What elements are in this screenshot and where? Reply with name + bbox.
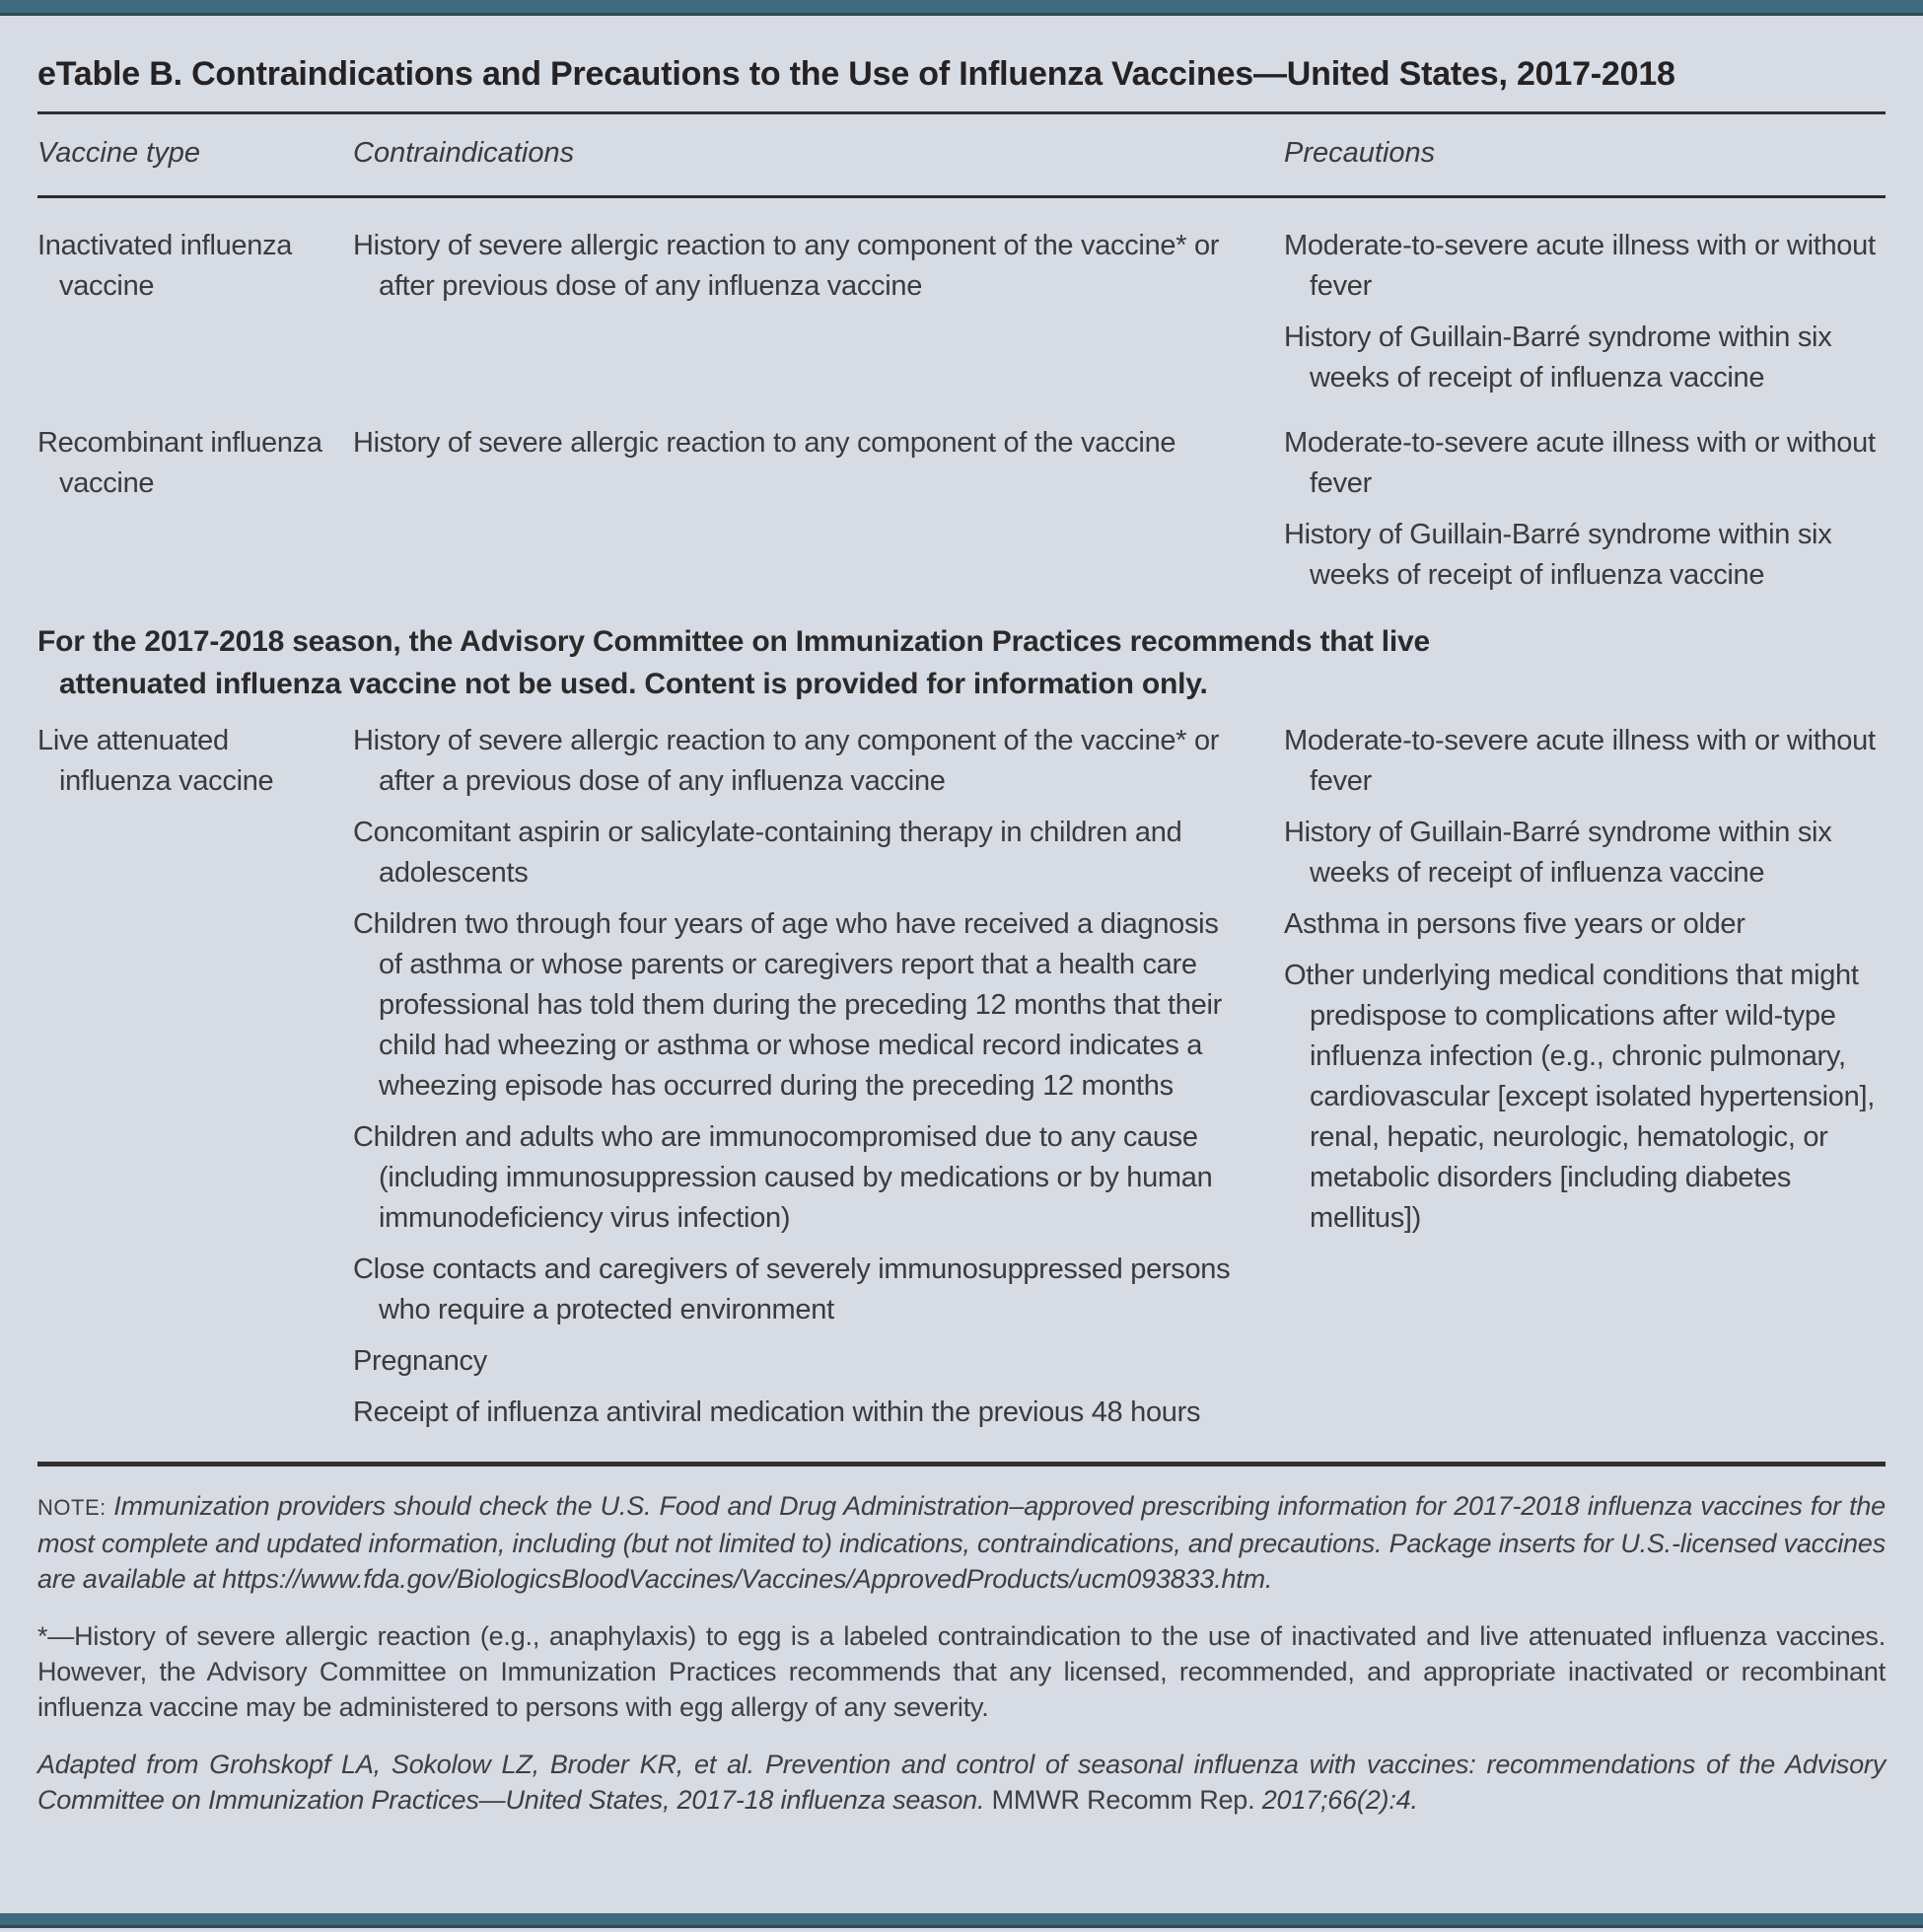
adapted-from-text: Adapted from Grohskopf LA, Sokolow LZ, Broder KR, et al. Prevention and control of seasonal influenza with vaccines: recommendations of the Advisory Committee on Immunization Practices—United States, 2017-18 influenza season. (37, 1750, 1886, 1815)
precaution-item: Moderate-to-severe acute illness with or without fever (1284, 427, 1876, 499)
precaution-item: Asthma in persons five years or older (1284, 908, 1745, 940)
footnotes-divider (37, 1462, 1886, 1467)
table-row-inactivated (37, 226, 1886, 409)
vaccine-type-label: Inactivated influenza vaccine (37, 230, 293, 302)
precaution-item: History of Guillain-Barré syndrome within six weeks of receipt of influenza vaccine (1284, 322, 1832, 394)
precaution-item: Other underlying medical conditions that might predispose to complications after wild-type influenza infection (e.g., chronic pulmonary, cardiovascular [except isolated hypertension], renal, hepatic, neurologic, hematologic, or metabolic disorders [including diabetes mellitus]) (1284, 960, 1875, 1234)
contraindications-cell (353, 226, 1284, 409)
contraindication-item: History of severe allergic reaction to any component of the vaccine (353, 427, 1176, 459)
contraindication-item: Receipt of influenza antiviral medication within the previous 48 hours (353, 1396, 1201, 1428)
contraindication-item: Children two through four years of age who have received a diagnosis of asthma or whose parents or caregivers report that a health care professional has told them during the preceding 12 months that their child had wheezing or asthma or whose medical record indicates a wheezing episode has occurred during the preceding 12 months (353, 908, 1222, 1102)
adapted-from-citation (37, 1747, 1886, 1818)
column-header-precautions: Precautions (1284, 137, 1436, 169)
top-accent-bar (0, 0, 1923, 16)
precaution-item: History of Guillain-Barré syndrome within six weeks of receipt of influenza vaccine (1284, 519, 1832, 591)
note-text: Immunization providers should check the U.S. Food and Drug Administration–approved prescribing information for 2017-2018 influenza vaccines for the most complete and updated information, including (but not limited to) indications, contraindications, and precautions. Package inserts for U.S.-licensed vaccines are available at https://www.fda.gov/BiologicsBloodVaccines/Vaccines/ApprovedProducts/ucm093833.htm. (37, 1491, 1886, 1594)
contraindication-item: History of severe allergic reaction to any component of the vaccine* or after previous dose of any influenza vaccine (353, 230, 1220, 302)
column-header-vaccine-type: Vaccine type (37, 137, 200, 169)
page-title: eTable B. Contraindications and Precautions to the Use of Influenza Vaccines—United States, 2017-2018 (37, 55, 1675, 93)
acip-recommendation-note: For the 2017-2018 season, the Advisory Committee on Immunization Practices recommends that live attenuated influenza vaccine not be used. Content is provided for information only. (37, 625, 1431, 700)
contraindication-item: Close contacts and caregivers of severely immunosuppressed persons who require a protected environment (353, 1253, 1231, 1325)
precaution-item: Moderate-to-severe acute illness with or without fever (1284, 725, 1876, 797)
table-header-row (37, 114, 1886, 195)
contraindication-item: Children and adults who are immunocompromised due to any cause (including immunosuppression caused by medications or by human immunodeficiency virus infection) (353, 1121, 1213, 1234)
vaccine-type-cell (37, 423, 353, 607)
table-row-live-attenuated (37, 721, 1886, 1444)
column-header-contraindications: Contraindications (353, 137, 575, 169)
vaccine-type-label: Recombinant influenza vaccine (37, 427, 322, 499)
contraindication-item: Pregnancy (353, 1345, 487, 1377)
bottom-accent-bar (0, 1913, 1923, 1928)
table-content (0, 51, 1923, 1818)
table-row-recombinant (37, 423, 1886, 607)
note-label: NOTE: (37, 1495, 114, 1520)
vaccine-type-cell (37, 721, 353, 1444)
journal-name: MMWR Recomm Rep. (991, 1785, 1262, 1815)
contraindications-cell (353, 423, 1284, 607)
precaution-item: Moderate-to-severe acute illness with or without fever (1284, 230, 1876, 302)
asterisk-footnote: *—History of severe allergic reaction (e.g., anaphylaxis) to egg is a labeled contraindication to the use of inactivated and live attenuated influenza vaccines. However, the Advisory Committee on Immunization Practices recommends that any licensed, recommended, and appropriate inactivated or recombinant influenza vaccine may be administered to persons with egg allergy of any severity. (37, 1621, 1886, 1722)
contraindication-item: Concomitant aspirin or salicylate-containing therapy in children and adolescents (353, 817, 1182, 889)
note-paragraph (37, 1488, 1886, 1597)
precautions-cell (1284, 721, 1886, 1444)
contraindication-item: History of severe allergic reaction to any component of the vaccine* or after a previous dose of any influenza vaccine (353, 725, 1220, 797)
vaccine-type-label: Live attenuated influenza vaccine (37, 725, 274, 797)
table-body (37, 226, 1886, 1444)
precaution-item: History of Guillain-Barré syndrome within six weeks of receipt of influenza vaccine (1284, 817, 1832, 889)
header-divider (37, 195, 1886, 198)
citation-volume: 2017;66(2):4. (1261, 1785, 1418, 1815)
contraindications-cell (353, 721, 1284, 1444)
precautions-cell (1284, 226, 1886, 409)
vaccine-type-cell (37, 226, 353, 409)
precautions-cell (1284, 423, 1886, 607)
